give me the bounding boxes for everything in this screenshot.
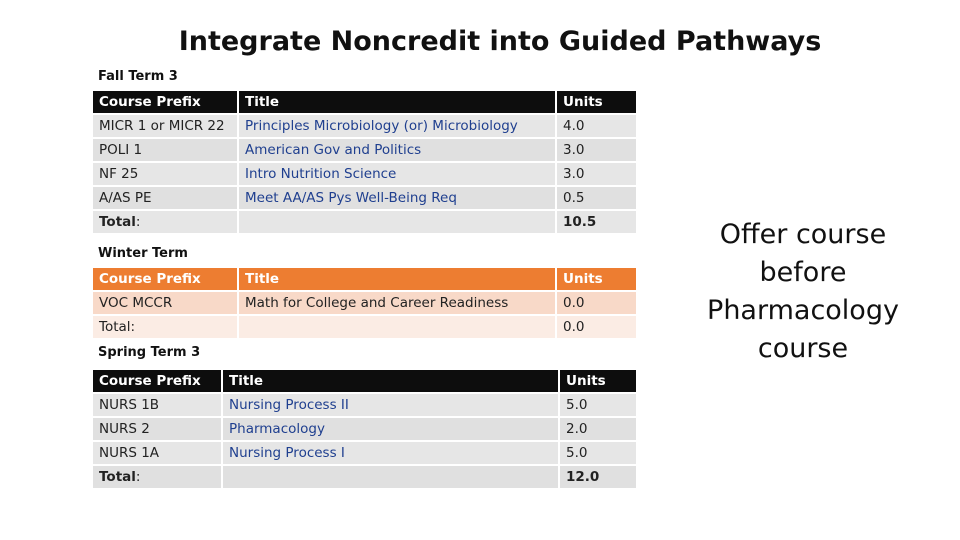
course-prefix: MICR 1 or MICR 22: [92, 114, 238, 138]
header-course-prefix: Course Prefix: [92, 90, 238, 114]
total-label-text: Total: [99, 214, 136, 230]
total-spacer: [238, 315, 556, 339]
course-prefix: NURS 1A: [92, 441, 222, 465]
course-units: 5.0: [559, 393, 637, 417]
course-units: 2.0: [559, 417, 637, 441]
table-row: [92, 393, 637, 417]
course-units: 4.0: [556, 114, 637, 138]
course-units: 3.0: [556, 138, 637, 162]
course-units: 0.0: [556, 291, 637, 315]
total-label-text: Total: [99, 469, 136, 485]
total-row: [92, 465, 637, 489]
total-units: 10.5: [556, 210, 637, 234]
course-prefix: A/AS PE: [92, 186, 238, 210]
course-prefix: NURS 2: [92, 417, 222, 441]
course-units: 5.0: [559, 441, 637, 465]
total-spacer: [238, 210, 556, 234]
side-note: Offer course before Pharmacology course: [707, 219, 899, 364]
table-row: [92, 162, 637, 186]
course-prefix: POLI 1: [92, 138, 238, 162]
total-label: [92, 210, 238, 234]
fall-term-label: Fall Term 3: [98, 69, 178, 84]
spring-term-label: Spring Term 3: [98, 345, 201, 360]
course-title: Pharmacology: [222, 417, 559, 441]
course-title: Principles Microbiology (or) Microbiology: [238, 114, 556, 138]
header-course-prefix: Course Prefix: [92, 267, 238, 291]
winter-term-label: Winter Term: [98, 246, 188, 261]
header-title: Title: [238, 267, 556, 291]
header-title: Title: [222, 369, 559, 393]
page-title: Integrate Noncredit into Guided Pathways: [178, 26, 822, 57]
course-title: Nursing Process I: [222, 441, 559, 465]
header-title: Title: [238, 90, 556, 114]
total-units: 12.0: [559, 465, 637, 489]
total-units: 0.0: [556, 315, 637, 339]
course-title: Intro Nutrition Science: [238, 162, 556, 186]
total-label: Total:: [92, 315, 238, 339]
total-spacer: [222, 465, 559, 489]
table-row: [92, 114, 637, 138]
table-row: [92, 441, 637, 465]
course-title: American Gov and Politics: [238, 138, 556, 162]
table-header-row: [92, 90, 637, 114]
course-units: 3.0: [556, 162, 637, 186]
table-row: [92, 291, 637, 315]
table-header-row: [92, 267, 637, 291]
header-units: Units: [559, 369, 637, 393]
total-colon: :: [135, 214, 141, 230]
table-row: [92, 417, 637, 441]
winter-term-table: [91, 266, 638, 340]
header-units: Units: [556, 90, 637, 114]
course-prefix: NF 25: [92, 162, 238, 186]
course-prefix: NURS 1B: [92, 393, 222, 417]
table-row: [92, 138, 637, 162]
total-row: [92, 210, 637, 234]
total-colon: :: [135, 469, 141, 485]
course-title: Nursing Process II: [222, 393, 559, 417]
course-title: Meet AA/AS Pys Well-Being Req: [238, 186, 556, 210]
spring-term-table: [91, 368, 638, 490]
header-units: Units: [556, 267, 637, 291]
header-course-prefix: Course Prefix: [92, 369, 222, 393]
total-row: [92, 315, 637, 339]
table-header-row: [92, 369, 637, 393]
total-label: [92, 465, 222, 489]
fall-term-table: [91, 89, 638, 235]
course-units: 0.5: [556, 186, 637, 210]
course-prefix: VOC MCCR: [92, 291, 238, 315]
table-row: [92, 186, 637, 210]
course-title: Math for College and Career Readiness: [238, 291, 556, 315]
